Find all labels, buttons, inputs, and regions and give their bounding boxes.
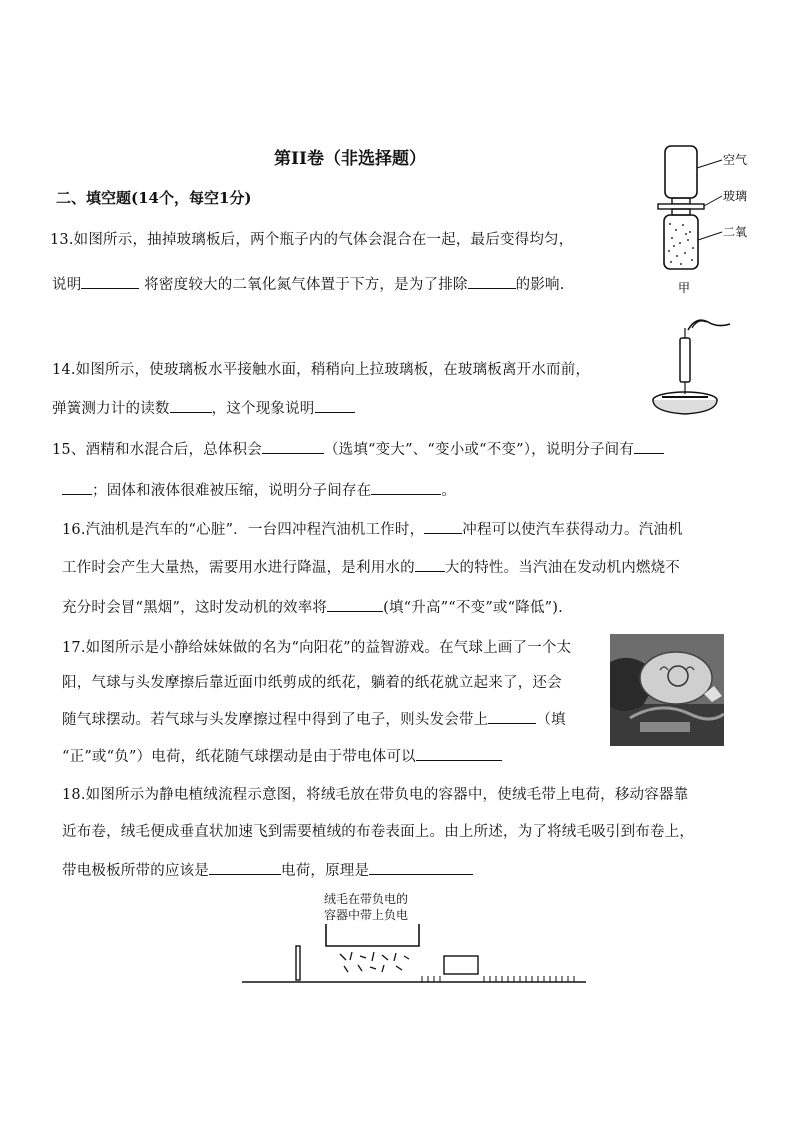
q13-text-c: 的影响. (515, 277, 565, 293)
label-air: 空气 (723, 153, 748, 167)
q16-blank-2[interactable] (415, 557, 445, 572)
electrode-plate (296, 946, 300, 980)
q13-blank-2[interactable] (468, 274, 516, 289)
q13-text-a: 说明 (52, 277, 82, 293)
section-heading: 二、填空题(14个，每空1分) (56, 189, 252, 207)
q16-text-e: 充分时会冒“黑烟”，这时发动机的效率将 (62, 600, 328, 616)
figure-17-balloon-photo (610, 634, 724, 746)
q18-text-b: 电荷，原理是 (281, 863, 370, 879)
q16-blank-1[interactable] (424, 519, 462, 534)
fig18-label-line1: 绒毛在带负电的 (324, 892, 409, 906)
q15-blank-2b[interactable] (62, 480, 92, 495)
q14-text-b: ，这个现象说明 (211, 401, 315, 417)
q16-blank-3[interactable] (327, 597, 383, 612)
q17-line3 (62, 708, 566, 729)
figure-13-bottles (650, 140, 794, 300)
q15-text-d: 。 (441, 483, 457, 499)
fabric-roll (444, 956, 478, 974)
q16-text-d: 大的特性。当汽油在发动机内燃烧不 (444, 560, 681, 576)
q18-blank-2[interactable] (369, 860, 473, 875)
q17-line2: 阳，气球与头发摩擦后靠近面巾纸剪成的纸花，躺着的纸花就立起来了，还会 (62, 675, 562, 691)
q16-text-a: 16.汽油机是汽车的“心脏”．一台四冲程汽油机工作时， (62, 522, 425, 538)
q18-line3 (62, 859, 473, 880)
q15-blank-1[interactable] (262, 439, 324, 454)
q15-line1 (52, 438, 664, 459)
q15-blank-2a[interactable] (634, 439, 664, 454)
q17-line1: 17.如图所示是小静给妹妹做的名为“向阳花”的益智游戏。在气球上画了一个太 (62, 640, 572, 656)
q15-text-a: 15、酒精和水混合后，总体积会 (52, 442, 262, 458)
spring-scale (680, 338, 690, 382)
q17-blank-2[interactable] (416, 746, 502, 761)
q15-text-c: ；固体和液体很难被压缩，说明分子间存在 (92, 483, 372, 499)
q17-blank-1[interactable] (488, 709, 536, 724)
q16-text-f: (填“升高”“不变”或“降低”). (383, 600, 563, 616)
q13-line2 (52, 273, 565, 294)
charged-container (326, 924, 419, 946)
figure-18-flocking-diagram (236, 920, 592, 990)
q16-text-c: 工作时会产生大量热，需要用水进行降温，是利用水的 (62, 560, 415, 576)
q15-blank-3[interactable] (371, 480, 441, 495)
q14-blank-2[interactable] (315, 398, 355, 413)
q16-text-b: 冲程可以使汽车获得动力。汽油机 (462, 522, 683, 538)
q13-text-b: 将密度较大的二氧化氮气体置于下方，是为了排除 (144, 277, 468, 293)
q17-line4 (62, 745, 502, 766)
page-title: 第II卷（非选择题） (274, 149, 426, 169)
q16-line3 (62, 596, 563, 617)
q16-line2 (62, 556, 680, 577)
q15-line2 (62, 479, 456, 500)
q14-text-a: 弹簧测力计的读数 (52, 401, 170, 417)
lower-bottle (664, 215, 698, 269)
q18-line2: 近布卷，绒毛便成垂直状加速飞到需要植绒的布卷表面上。由上所述，为了将绒毛吸引到布卷上， (62, 824, 695, 840)
balloon (640, 652, 712, 704)
caption-jia: 甲 (678, 281, 691, 295)
label-no2: 二氧 (723, 225, 748, 239)
figure-14-spring-scale (640, 308, 740, 420)
q18-text-a: 带电极板所带的应该是 (62, 863, 209, 879)
label-glass: 玻璃 (723, 189, 748, 203)
q14-line1: 14.如图所示，使玻璃板水平接触水面，稍稍向上拉玻璃板，在玻璃板离开水而前， (52, 362, 591, 378)
q17-text-b: （填 (536, 712, 566, 728)
q14-line2 (52, 397, 355, 418)
q18-line1: 18.如图所示为静电植绒流程示意图，将绒毛放在带负电的容器中，使绒毛带上电荷，移动容器靠 (62, 787, 689, 803)
glass-plate (658, 204, 704, 209)
fig18-label-line2: 容器中带上负电 (324, 908, 409, 922)
q17-text-c: “正”或“负”）电荷，纸花随气球摆动是由于带电体可以 (62, 749, 416, 765)
q16-line1 (62, 518, 683, 539)
q14-blank-1[interactable] (170, 398, 212, 413)
upper-bottle (665, 146, 697, 198)
q17-text-a: 随气球摆动。若气球与头发摩擦过程中得到了电子，则头发会带上 (62, 712, 489, 728)
q15-text-b: （选填“变大”、“变小或“不变”），说明分子间有 (323, 442, 635, 458)
q13-line1: 13.如图所示，抽掉玻璃板后，两个瓶子内的气体会混合在一起，最后变得均匀， (50, 232, 574, 248)
q18-blank-1[interactable] (209, 860, 281, 875)
q13-blank-1[interactable] (81, 274, 139, 289)
